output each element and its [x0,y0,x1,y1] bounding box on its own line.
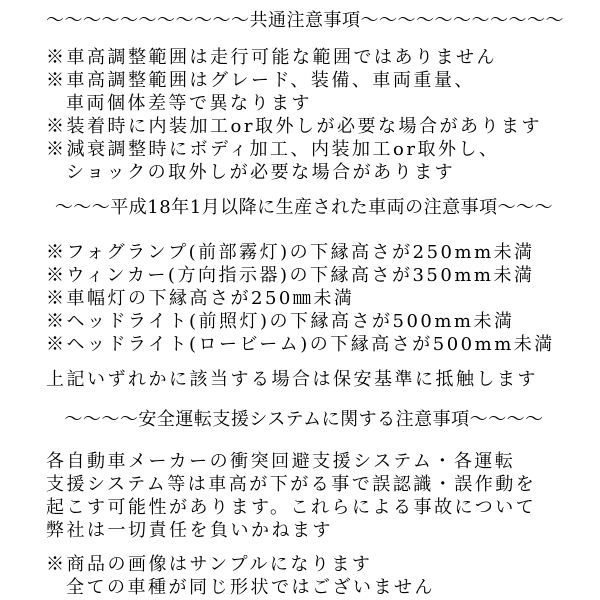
sample-image-section [46,553,562,599]
common-note-grade-equipment-2: 車両個体差等で異なります [66,93,312,114]
common-note-damping-adjust-2: ショックの取外しが必要な場合があります [66,162,456,183]
sample-image-note-2: 全ての車種が同じ形状ではございません [66,577,435,598]
section-heading-driving-assist: ～～～～安全運転支援システムに関する注意事項～～～～ [64,409,544,430]
common-notes-section [46,46,562,184]
common-note-damping-adjust: ※減衰調整時にボディ加工、内装加工or取外し、 [46,139,500,160]
heisei18-notes-section [46,241,562,356]
sample-image-note-1: ※商品の画像はサンプルになります [46,554,373,575]
common-note-grade-equipment: ※車高調整範囲はグレード、装備、車両重量、 [46,70,475,91]
common-note-interior-work: ※装着時に内装加工or取外しが必要な場合があります [46,116,542,137]
safety-note-line-4: 弊社は一切責任を負いかねます [46,520,333,541]
h18-note-side-marker: ※車幅灯の下縁高さが250㎜未満 [46,288,355,309]
driving-assist-section [46,450,562,542]
h18-note-headlight: ※ヘッドライト(前照灯)の下縁高さが500mm未満 [46,311,515,332]
section-heading-heisei18-vehicles: ～～～平成18年1月以降に生産された車両の注意事項～～～ [54,197,554,218]
h18-note-headlight-low: ※ヘッドライト(ロービーム)の下縁高さが500mm未満 [46,334,555,355]
safety-note-line-3: 起こす可能性があります。これらによる事故について [46,497,537,518]
safety-note-line-1: 各自動車メーカーの衝突回避支援システム・各運転 [46,451,516,472]
section-heading-common-notes: ～～～～～～～～～～～共通注意事項～～～～～～～～～～～ [46,10,564,31]
safety-note-line-2: 支援システム等は車高が下がる事で誤認識・誤作動を [46,474,537,495]
h18-note-turn-signal: ※ウィンカー(方向指示器)の下縁高さが350mm未満 [46,265,535,286]
common-note-ride-height-range: ※車高調整範囲は走行可能な範囲ではありません [46,47,497,68]
h18-safety-standard-note: 上記いずれかに該当する場合は保安基準に抵触します [46,369,538,390]
h18-note-fog-lamp: ※フォグランプ(前部霧灯)の下縁高さが250mm未満 [46,242,535,263]
